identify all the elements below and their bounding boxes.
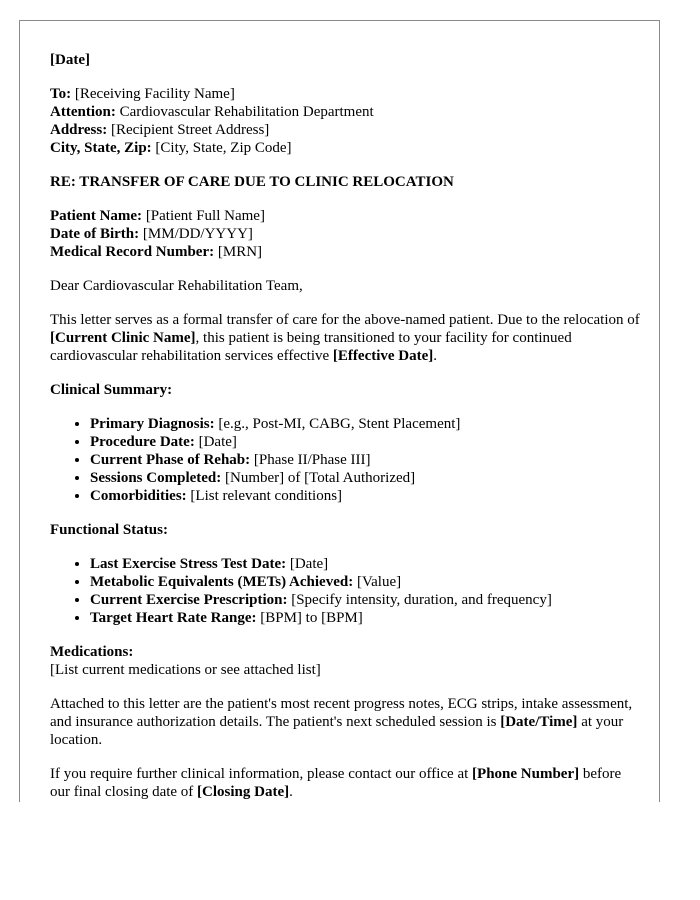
functional-status-list — [50, 555, 640, 627]
attention-line: Attention: Cardiovascular Rehabilitation Department — [50, 104, 374, 120]
to-line: To: [Receiving Facility Name] — [50, 86, 235, 102]
medications-value: [List current medications or see attached list] — [50, 662, 321, 678]
patient-name-line: Patient Name: [Patient Full Name] — [50, 208, 265, 224]
recipient-block — [50, 85, 640, 157]
list-item: • Sessions Completed: [Number] of [Total Authorized] — [90, 469, 640, 487]
city-line: City, State, Zip: [City, State, Zip Code] — [50, 140, 292, 156]
functional-status-heading: Functional Status: — [50, 522, 168, 538]
mrn-line: Medical Record Number: [MRN] — [50, 244, 263, 260]
list-item: • Target Heart Rate Range: [BPM] to [BPM] — [90, 609, 640, 627]
list-item: • Last Exercise Stress Test Date: [Date] — [90, 555, 640, 573]
attachments-paragraph: Attached to this letter are the patient's most recent progress notes, ECG strips, intake assessment, and insurance authorization details. The patient's next scheduled session is [Date/Time] at your location. — [50, 696, 633, 748]
letter-content — [50, 51, 640, 802]
medications-heading: Medications: — [50, 644, 134, 660]
clinical-summary-heading: Clinical Summary: — [50, 382, 173, 398]
address-line: Address: [Recipient Street Address] — [50, 122, 270, 138]
list-item: • Current Exercise Prescription: [Specify intensity, duration, and frequency] — [90, 591, 640, 609]
dob-line: Date of Birth: [MM/DD/YYYY] — [50, 226, 253, 242]
letter-page — [19, 20, 660, 802]
intro-paragraph: This letter serves as a formal transfer of care for the above-named patient. Due to the relocation of [Current Clinic Name], this patient is being transitioned to your facility for continued cardiovascular rehabilitation services effective [Effective Date]. — [50, 312, 640, 364]
salutation: Dear Cardiovascular Rehabilitation Team, — [50, 278, 303, 294]
patient-block — [50, 207, 640, 261]
medications-block — [50, 643, 640, 679]
list-item: • Procedure Date: [Date] — [90, 433, 640, 451]
list-item: • Primary Diagnosis: [e.g., Post-MI, CABG, Stent Placement] — [90, 415, 640, 433]
list-item: • Current Phase of Rehab: [Phase II/Phase III] — [90, 451, 640, 469]
list-item: • Comorbidities: [List relevant conditions] — [90, 487, 640, 505]
subject-line: RE: TRANSFER OF CARE DUE TO CLINIC RELOCATION — [50, 174, 454, 190]
letter-date: [Date] — [50, 52, 90, 68]
contact-paragraph: If you require further clinical information, please contact our office at [Phone Number] before our final closing date of [Closing Date]. — [50, 766, 622, 800]
clinical-summary-list — [50, 415, 640, 505]
list-item: • Metabolic Equivalents (METs) Achieved: [Value] — [90, 573, 640, 591]
